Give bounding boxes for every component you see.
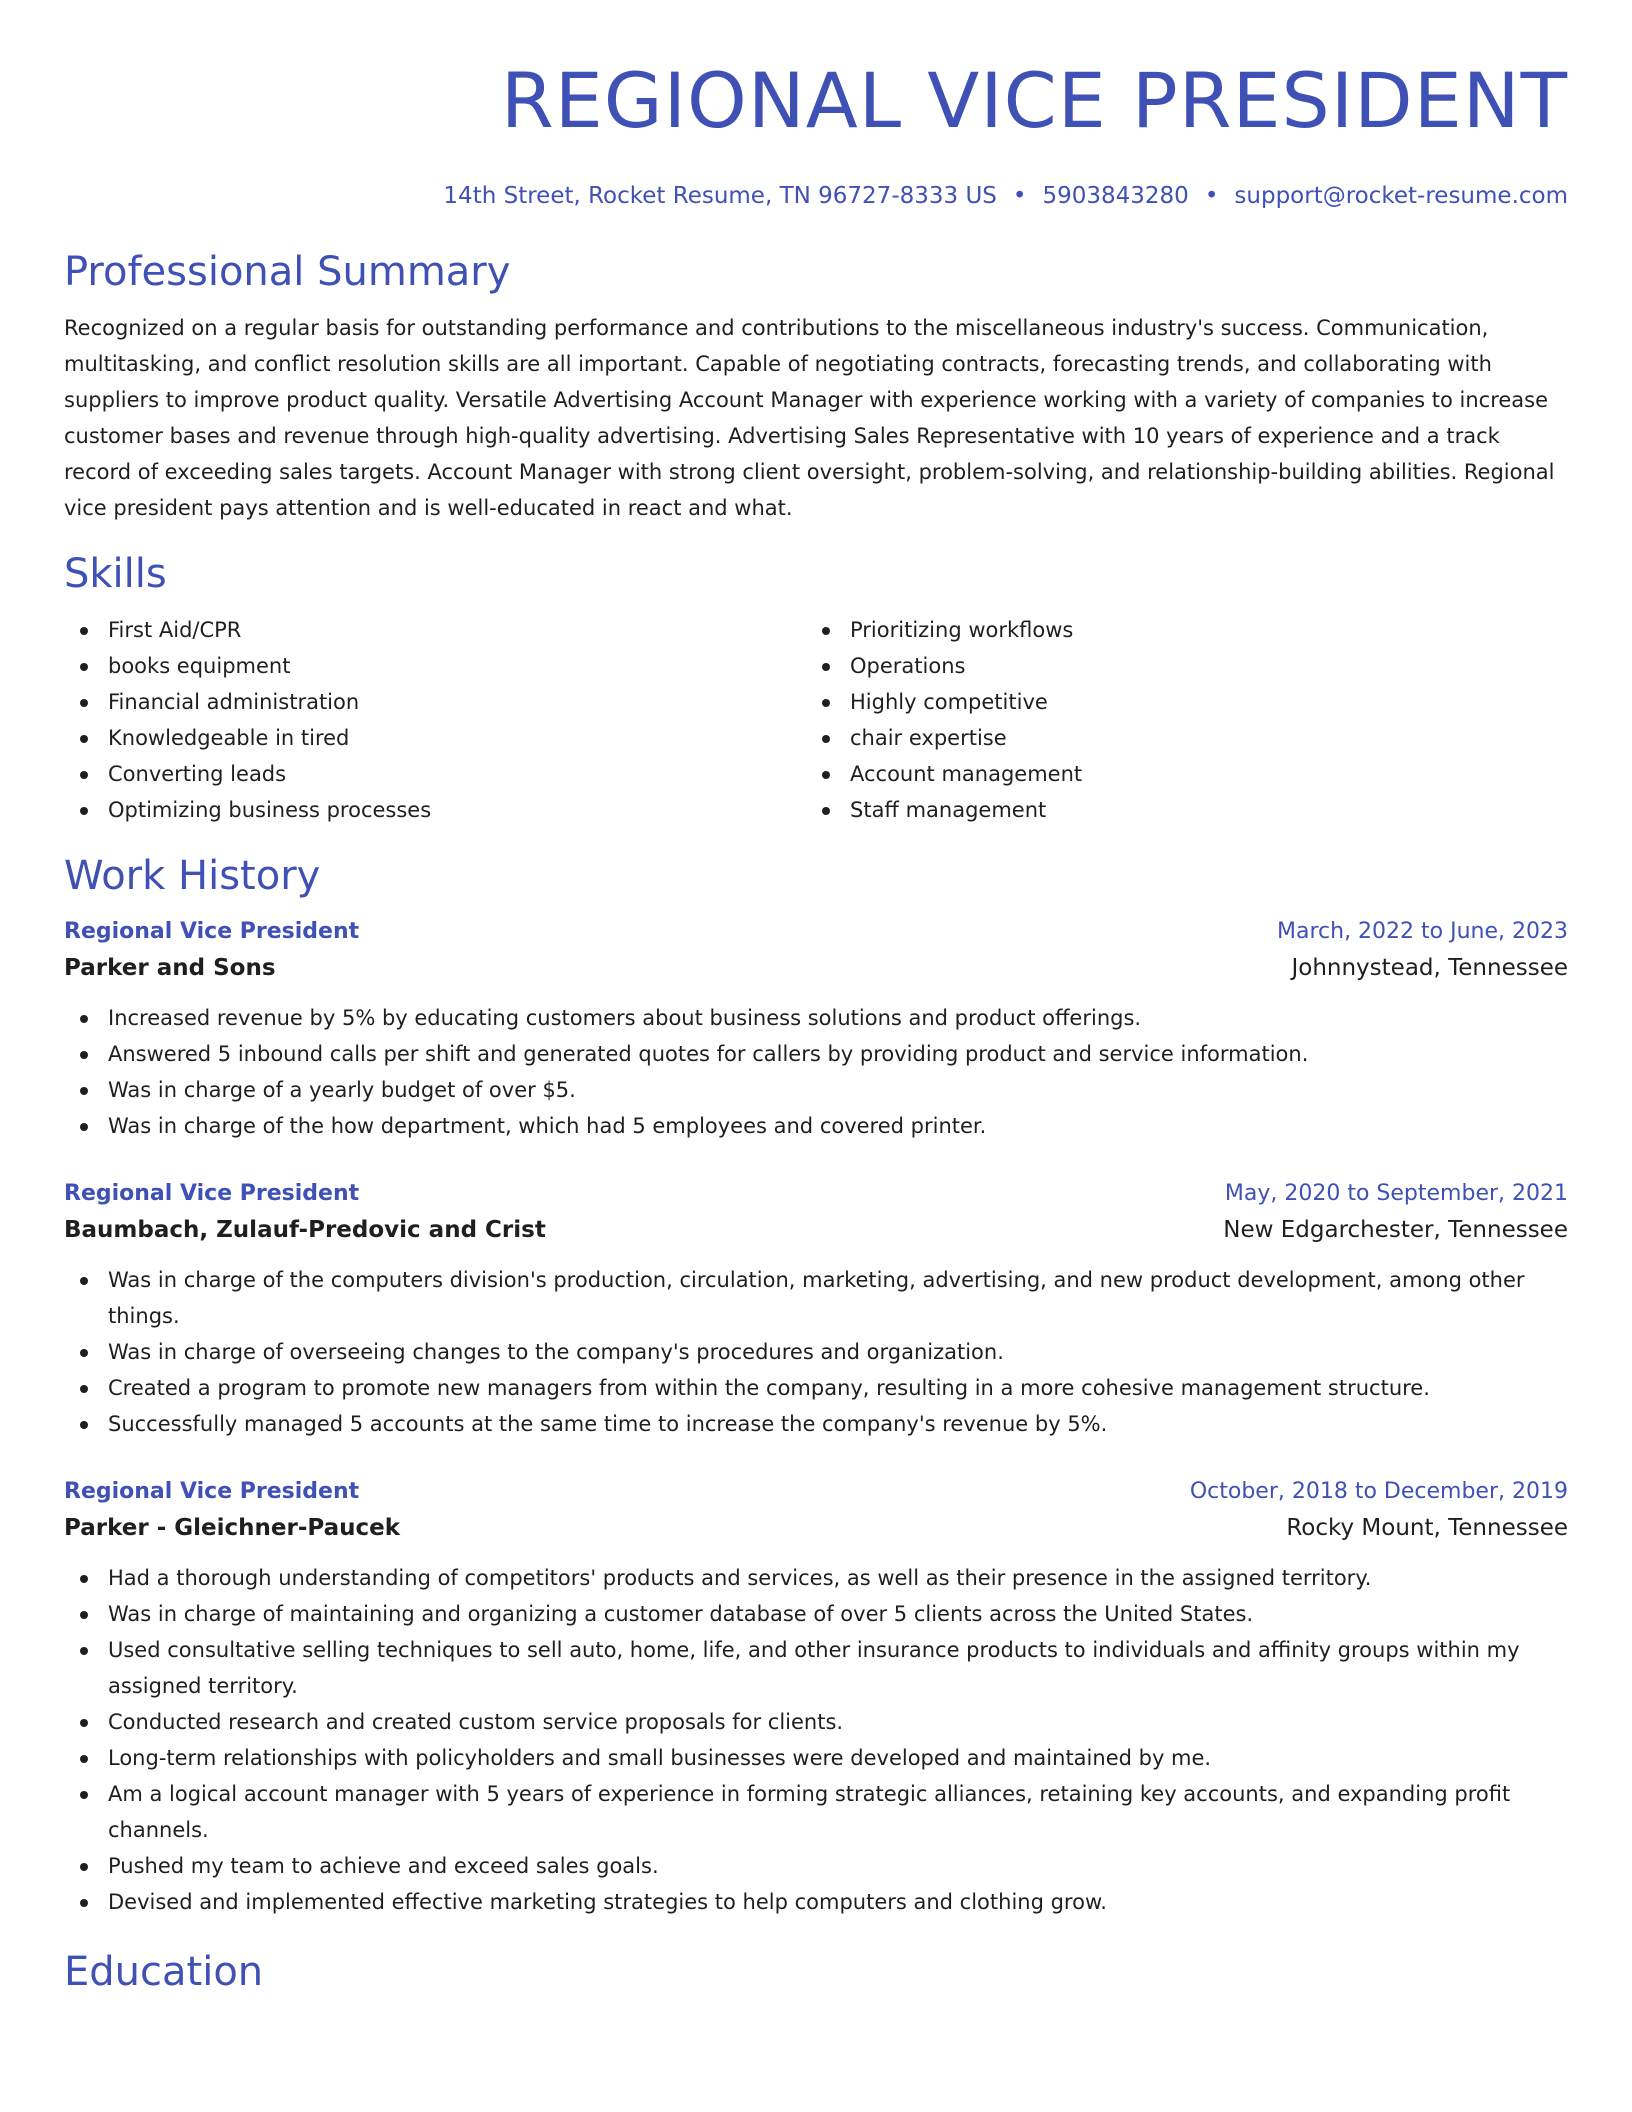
skill-item: First Aid/CPR (64, 612, 806, 648)
work-section (64, 852, 1568, 1920)
job-bullet: Successfully managed 5 accounts at the same time to increase the company's revenue by 5%. (64, 1406, 1568, 1442)
skills-section (64, 550, 1568, 828)
job-title-row (64, 914, 1568, 950)
job-company: Baumbach, Zulauf-Predovic and Crist (64, 1217, 546, 1243)
skill-item: Knowledgeable in tired (64, 720, 806, 756)
job-bullet: Was in charge of a yearly budget of over $5. (64, 1072, 1568, 1108)
resume-name: REGIONAL VICE PRESIDENT (500, 56, 1568, 145)
contact-email: support@rocket-resume.com (1234, 183, 1568, 209)
job-company: Parker and Sons (64, 955, 276, 981)
education-section (64, 1948, 1568, 1996)
section-title-skills: Skills (64, 551, 167, 597)
skill-item: Converting leads (64, 756, 806, 792)
contact-separator: • (1204, 183, 1219, 209)
job-bullet: Increased revenue by 5% by educating customers about business solutions and product offerings. (64, 1000, 1568, 1036)
job-company-row (64, 950, 1568, 986)
skills-list-right (806, 612, 1548, 828)
section-title-summary: Professional Summary (64, 249, 511, 295)
job-bullet: Am a logical account manager with 5 years of experience in forming strategic alliances, retaining key accounts, and expanding profit channels. (64, 1776, 1568, 1848)
job-location: New Edgarchester, Tennessee (1223, 1217, 1568, 1243)
job-title-row (64, 1474, 1568, 1510)
job-bullet: Answered 5 inbound calls per shift and generated quotes for callers by providing product and service information. (64, 1036, 1568, 1072)
skill-item: Optimizing business processes (64, 792, 806, 828)
job-title: Regional Vice President (64, 919, 360, 944)
job-title: Regional Vice President (64, 1181, 360, 1206)
skills-list-left (64, 612, 806, 828)
job-company: Parker - Gleichner-Paucek (64, 1515, 401, 1541)
job-bullets (64, 1560, 1568, 1920)
skill-item: Account management (806, 756, 1548, 792)
job-bullet: Conducted research and created custom service proposals for clients. (64, 1704, 1568, 1740)
job-entry (64, 914, 1568, 1144)
job-dates: October, 2018 to December, 2019 (1189, 1479, 1568, 1504)
skills-columns (64, 612, 1568, 828)
job-entry (64, 1474, 1568, 1920)
resume-page (64, 0, 1568, 1996)
job-dates: May, 2020 to September, 2021 (1224, 1181, 1568, 1206)
section-title-work: Work History (64, 853, 321, 899)
job-bullet: Pushed my team to achieve and exceed sales goals. (64, 1848, 1568, 1884)
job-bullet: Was in charge of the how department, which had 5 employees and covered printer. (64, 1108, 1568, 1144)
skill-item: Staff management (806, 792, 1548, 828)
skill-item: Prioritizing workflows (806, 612, 1548, 648)
job-title-row (64, 1176, 1568, 1212)
contact-line (64, 182, 1568, 210)
job-bullet: Long-term relationships with policyholders and small businesses were developed and maintained by me. (64, 1740, 1568, 1776)
section-title-education: Education (64, 1949, 264, 1995)
contact-separator: • (1012, 183, 1027, 209)
job-bullet: Had a thorough understanding of competitors' products and services, as well as their presence in the assigned territory. (64, 1560, 1568, 1596)
job-company-row (64, 1212, 1568, 1248)
job-bullets (64, 1000, 1568, 1144)
job-company-row (64, 1510, 1568, 1546)
skill-item: Financial administration (64, 684, 806, 720)
job-bullets (64, 1262, 1568, 1442)
contact-address: 14th Street, Rocket Resume, TN 96727-8333 US (443, 183, 997, 209)
job-bullet: Was in charge of the computers division's production, circulation, marketing, advertising, and new product development, among other things. (64, 1262, 1568, 1334)
job-bullet: Created a program to promote new managers from within the company, resulting in a more cohesive management structure. (64, 1370, 1568, 1406)
job-bullet: Was in charge of overseeing changes to the company's procedures and organization. (64, 1334, 1568, 1370)
resume-header (64, 0, 1568, 210)
job-entry (64, 1176, 1568, 1442)
skill-item: books equipment (64, 648, 806, 684)
summary-text: Recognized on a regular basis for outstanding performance and contributions to the miscellaneous industry's success. Communication, multitasking, and conflict resolution skills are all important. Capable of negotiating contracts, forecasting trends, and collaborating with suppliers to improve product quality. Versatile Advertising Account Manager with experience working with a variety of companies to increase customer bases and revenue through high-quality advertising. Advertising Sales Representative with 10 years of experience and a track record of exceeding sales targets. Account Manager with strong client oversight, problem-solving, and relationship-building abilities. Regional vice president pays attention and is well-educated in react and what. (64, 316, 1555, 520)
summary-section (64, 248, 1568, 526)
skill-item: Operations (806, 648, 1548, 684)
contact-phone: 5903843280 (1042, 183, 1189, 209)
job-location: Johnnystead, Tennessee (1291, 955, 1568, 981)
skill-item: Highly competitive (806, 684, 1548, 720)
job-dates: March, 2022 to June, 2023 (1277, 919, 1568, 944)
job-bullet: Devised and implemented effective marketing strategies to help computers and clothing grow. (64, 1884, 1568, 1920)
job-location: Rocky Mount, Tennessee (1286, 1515, 1568, 1541)
job-bullet: Used consultative selling techniques to sell auto, home, life, and other insurance products to individuals and affinity groups within my assigned territory. (64, 1632, 1568, 1704)
job-title: Regional Vice President (64, 1479, 360, 1504)
skill-item: chair expertise (806, 720, 1548, 756)
job-bullet: Was in charge of maintaining and organizing a customer database of over 5 clients across the United States. (64, 1596, 1568, 1632)
